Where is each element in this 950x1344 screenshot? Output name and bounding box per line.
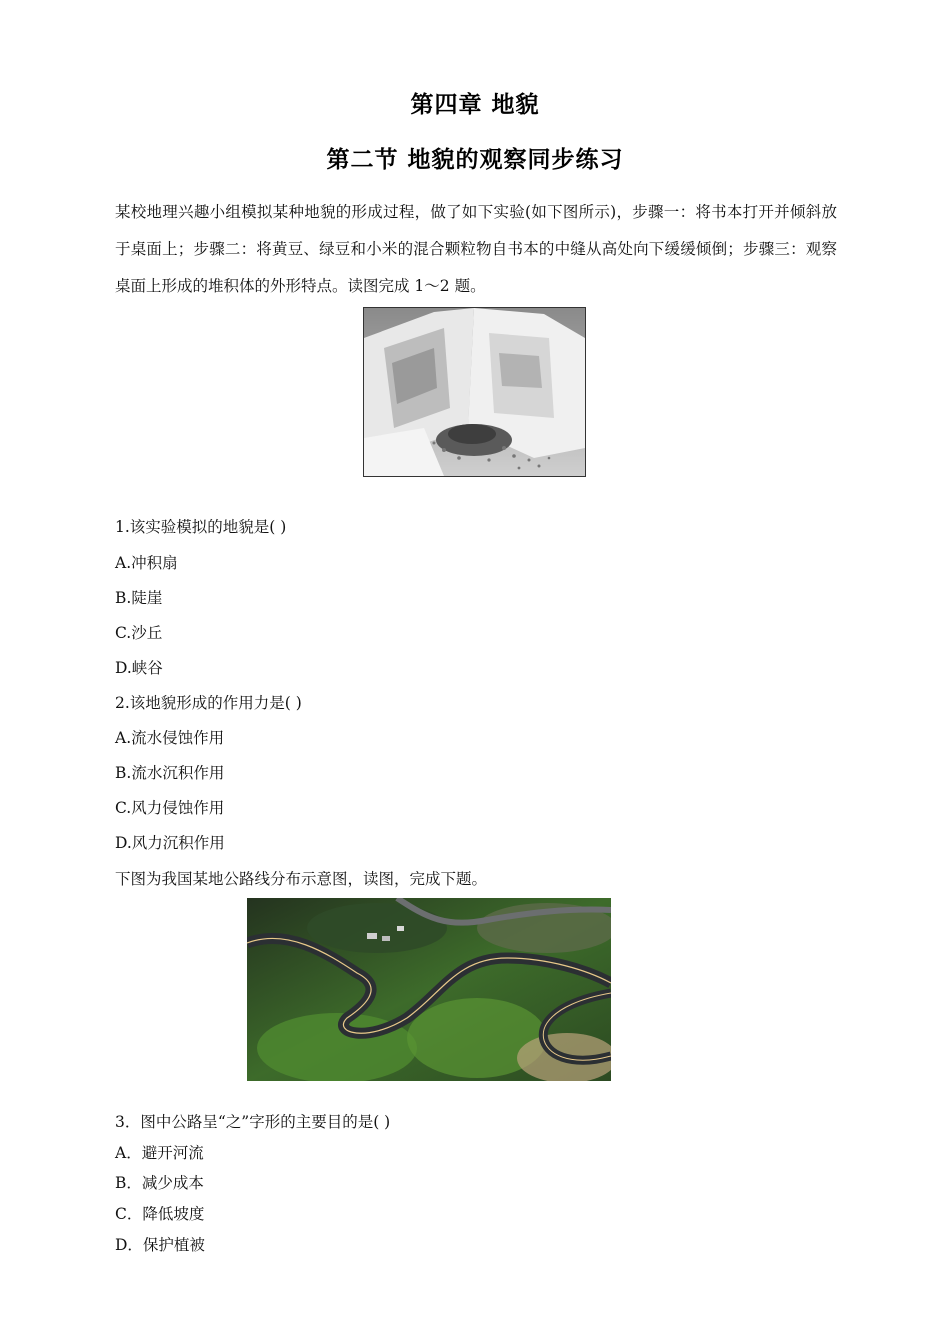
question-2-stem: 2.该地貌形成的作用力是( ) [115,694,302,712]
winding-road-photo [247,898,611,1081]
question-1-option-d: D.峡谷 [115,659,163,677]
question-1-option-b: B.陡崖 [115,589,163,607]
experiment-photo [363,307,586,477]
question-1-stem: 1.该实验模拟的地貌是( ) [115,518,287,536]
question-1-option-a: A.冲积扇 [115,554,178,572]
road-map-intro: 下图为我国某地公路线分布示意图，读图，完成下题。 [115,870,488,888]
question-3-stem: 3．图中公路呈“之”字形的主要目的是( ) [115,1113,391,1131]
question-2-option-b: B.流水沉积作用 [115,764,225,782]
question-2-option-c: C.风力侵蚀作用 [115,799,225,817]
question-3-option-c: C．降低坡度 [115,1205,205,1223]
section-title: 第二节 地貌的观察同步练习 [326,147,624,173]
intro-paragraph: 某校地理兴趣小组模拟某种地貌的形成过程，做了如下实验(如下图所示)，步骤一：将书本打开并倾斜放于桌面上；步骤二：将黄豆、绿豆和小米的混合颗粒物自书本的中缝从高处向下缓缓倾倒；步骤三：观察桌面上形成的堆积体的外形特点。读图完成 1～2 题。 [115,203,837,295]
question-2-option-a: A.流水侵蚀作用 [115,729,225,747]
question-3-option-d: D．保护植被 [115,1236,205,1254]
question-3-option-a: A．避开河流 [115,1144,204,1162]
question-1-option-c: C.沙丘 [115,624,163,642]
question-3-option-b: B．减少成本 [115,1174,204,1192]
question-2-option-d: D.风力沉积作用 [115,834,225,852]
chapter-title: 第四章 地貌 [410,92,540,118]
